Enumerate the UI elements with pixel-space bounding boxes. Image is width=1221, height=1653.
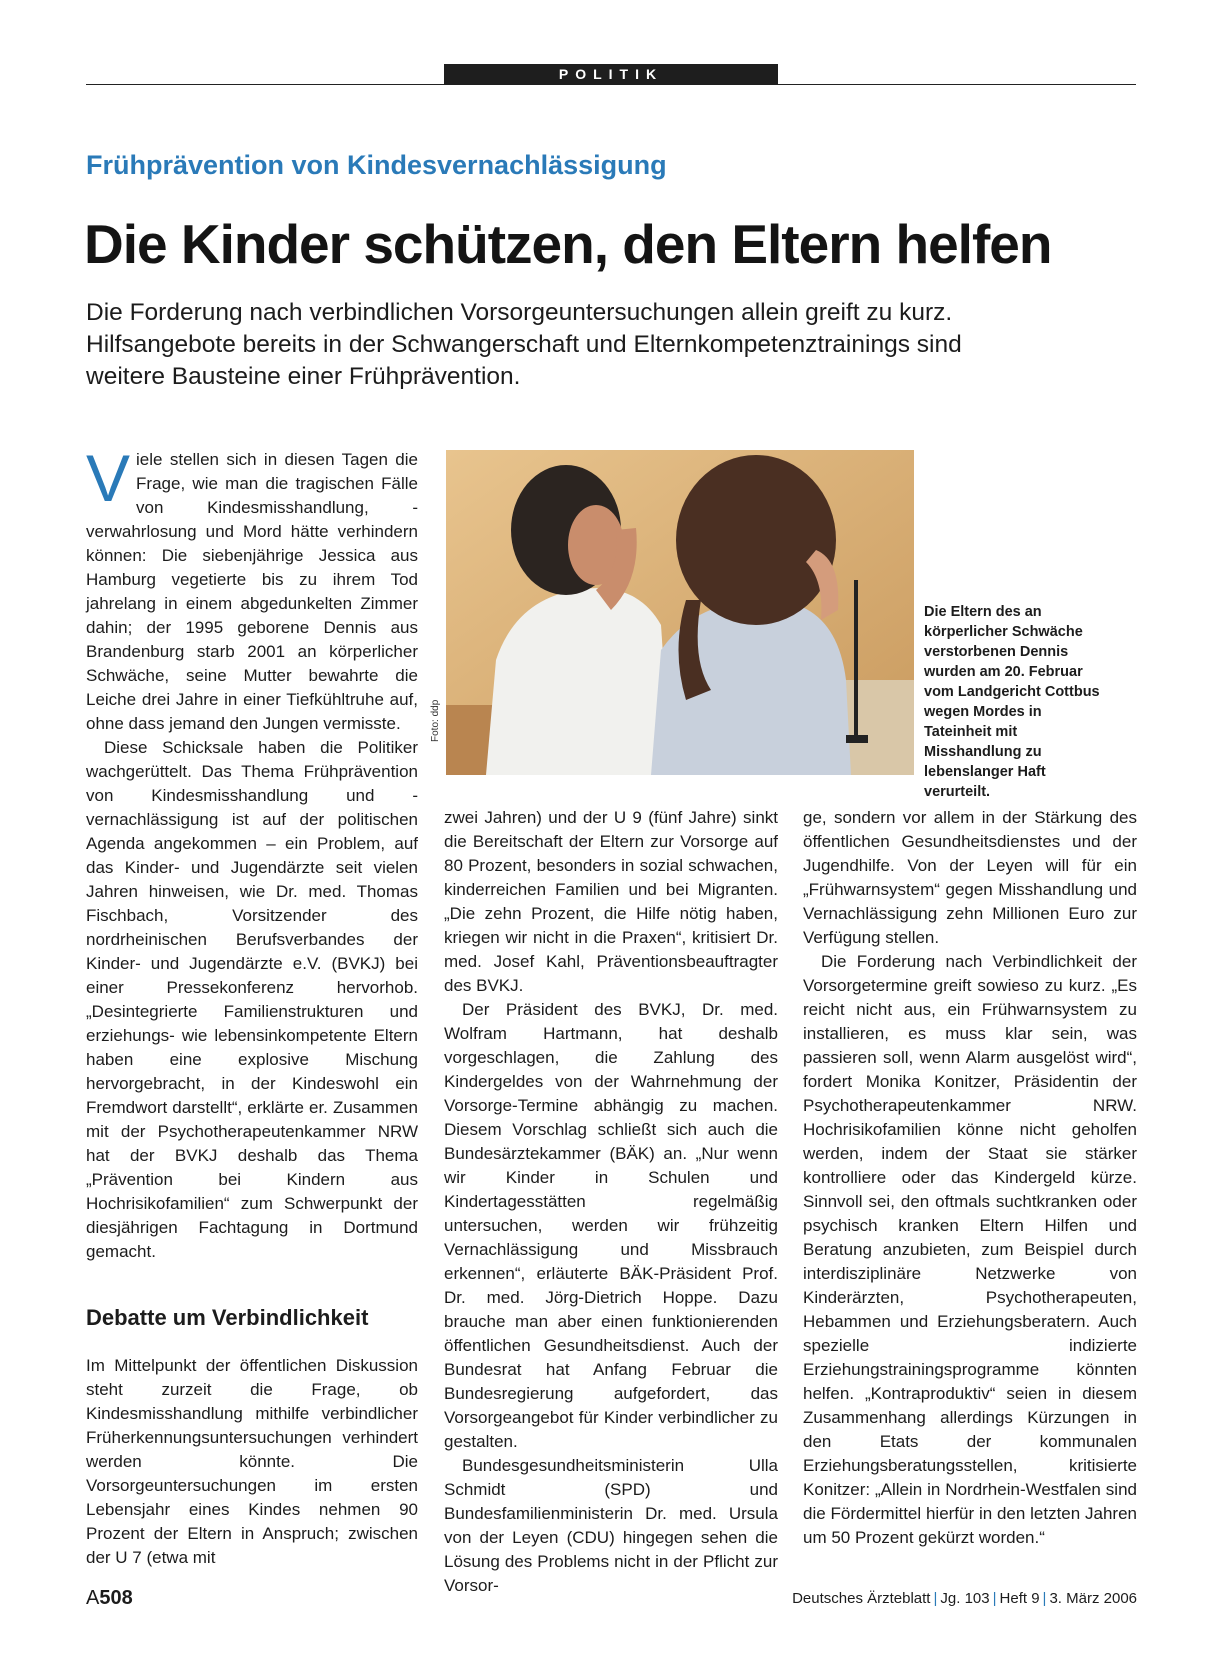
column-2 xyxy=(444,806,778,1598)
journal-name: Deutsches Ärzteblatt xyxy=(792,1590,931,1607)
page-prefix: A xyxy=(86,1587,100,1609)
section-label: POLITIK xyxy=(444,64,778,85)
separator: | xyxy=(992,1590,997,1607)
lead-line-1: Die Forderung nach verbindlichen Vorsorgeuntersuchungen allein greift zu kurz. xyxy=(86,299,953,326)
photo-illustration xyxy=(446,450,914,775)
paragraph: Der Präsident des BVKJ, Dr. med. Wolfram Hartmann, hat deshalb vorgeschlagen, die Zahlung des Kindergeldes von der Wahrnehmung der Vorsorge-Termine abhängig zu machen. Diesem Vorschlag schließt sich auch die Bundesärztekammer (BÄK) an. „Nur wenn wir Kinder in Schulen und Kindertagesstätten regelmäßig untersuchen, werden wir frühzeitig Vernachlässigung und Missbrauch erkennen“, erläuterte BÄK-Präsident Prof. Dr. med. Jörg-Dietrich Hoppe. Dazu brauche man aber einen funktionierenden öffentlichen Gesundheitsdienst. Auch der Bundesrat hat Anfang Februar die Bundesregierung aufgefordert, das Vorsorgeangebot für Kinder verbindlicher zu gestalten. xyxy=(444,1000,778,1451)
paragraph xyxy=(86,441,418,736)
dropcap: V xyxy=(86,441,131,515)
page-number xyxy=(86,1587,133,1610)
column-1-continued xyxy=(86,1354,418,1570)
paragraph: Im Mittelpunkt der öffentlichen Diskussion steht zurzeit die Frage, ob Kindesmisshandlung mithilfe verbindlicher Früherkennungsuntersuchungen verhindert werden könnte. Die Vorsorgeuntersuchungen im ersten Lebensjahr eines Kindes nehmen 90 Prozent der Eltern in Anspruch; zwischen der U 7 (etwa mit xyxy=(86,1356,418,1567)
article-lead xyxy=(86,297,1096,393)
article-kicker: Frühprävention von Kindesvernachlässigung xyxy=(86,150,667,180)
separator: | xyxy=(1042,1590,1047,1607)
journal-info xyxy=(792,1590,1137,1607)
article-photo xyxy=(446,450,914,775)
paragraph: ge, sondern vor allem in der Stärkung des öffentlichen Gesundheitsdienstes und der Jugendhilfe. Von der Leyen will für ein „Frühwarnsystem“ gegen Misshandlung und Vernachlässigung zehn Millionen Euro zur Verfügung stellen. xyxy=(803,808,1137,947)
journal-volume: Jg. 103 xyxy=(940,1590,990,1607)
paragraph: Die Forderung nach Verbindlichkeit der Vorsorgetermine greift sowieso zu kurz. „Es reicht nicht aus, ein Frühwarnsystem zu installieren, es muss klar sein, was passieren soll, wenn Alarm ausgelöst wird“, fordert Monika Konitzer, Präsidentin der Psychotherapeutenkammer NRW. Hochrisikofamilien könne nicht geholfen werden, indem der Staat sie stärker kontrolliere oder das Kindergeld kürze. Sinnvoll sei, den oftmals suchtkranken oder psychisch kranken Eltern Hilfen und Beratung anzubieten, zum Beispiel durch interdisziplinäre Netzwerke von Kinderärzten, Psychotherapeuten, Hebammen und Erziehungsberatern. Auch spezielle indizierte Erziehungstrainingsprogramme könnten helfen. „Kontraproduktiv“ seien in diesem Zusammenhang allerdings Kürzungen in den Etats der kommunalen Erziehungsberatungsstellen, kritisierte Konitzer: „Allein in Nordrhein-Westfalen sind die Fördermittel hierfür in den letzten Jahren um 50 Prozent gekürzt worden.“ xyxy=(803,952,1137,1547)
article-headline: Die Kinder schützen, den Eltern helfen xyxy=(84,213,1052,275)
paragraph: Diese Schicksale haben die Politiker wachgerüttelt. Das Thema Frühprävention von Kindesmisshandlung und -vernachlässigung ist auf der politischen Agenda angekommen – ein Problem, auf das Kinder- und Jugendärzte seit vielen Jahren hinweisen, wie Dr. med. Thomas Fischbach, Vorsitzender des nordrheinischen Berufsverbandes der Kinder- und Jugendärzte e.V. (BVKJ) bei einer Pressekonferenz hervorhob. „Desintegrierte Familienstrukturen und erziehungs- wie lebensinkompetente Eltern haben eine explosive Mischung hervorgebracht, in der Kindeswohl ein Fremdwort darstellt“, erklärte er. Zusammen mit der Psychotherapeutenkammer NRW hat der BVKJ deshalb das Thema „Prävention bei Kindern aus Hochrisikofamilien“ zum Schwerpunkt der diesjährigen Fachtagung in Dortmund gemacht. xyxy=(86,738,418,1261)
column-3 xyxy=(803,806,1137,1550)
paragraph: zwei Jahren) und der U 9 (fünf Jahre) sinkt die Bereitschaft der Eltern zur Vorsorge auf 80 Prozent, besonders in sozial schwachen, kinderreichen Familien und bei Migranten. „Die zehn Prozent, die Hilfe nötig haben, kriegen wir nicht in die Praxen“, kritisiert Dr. med. Josef Kahl, Präventionsbeauftragter des BVKJ. xyxy=(444,808,778,995)
photo-caption: Die Eltern des an körperlicher Schwäche verstorbenen Dennis wurden am 20. Februar vom Landgericht Cottbus wegen Mordes in Tateinheit mit Misshandlung zu lebenslanger Haft verurteilt. xyxy=(924,604,1100,800)
journal-date: 3. März 2006 xyxy=(1049,1590,1137,1607)
journal-issue: Heft 9 xyxy=(999,1590,1040,1607)
lead-line-2: Hilfsangebote bereits in der Schwangerschaft und Elternkompetenztrainings sind xyxy=(86,331,962,358)
page-number-value: 508 xyxy=(99,1587,133,1609)
separator: | xyxy=(933,1590,938,1607)
lead-line-3: weitere Bausteine einer Frühprävention. xyxy=(86,363,521,390)
subheading: Debatte um Verbindlichkeit xyxy=(86,1305,369,1330)
paragraph: Bundesgesundheitsministerin Ulla Schmidt (SPD) und Bundesfamilienministerin Dr. med. Ursula von der Leyen (CDU) hingegen sehen die Lösung des Problems nicht in der Pflicht zur Vorsor- xyxy=(444,1456,778,1595)
column-1 xyxy=(86,441,418,1264)
paragraph-text: iele stellen sich in diesen Tagen die Frage, wie man die tragischen Fälle von Kindesmisshandlung, -verwahrlosung und Mord hätte verhindern können: Die siebenjährige Jessica aus Hamburg vegetierte bis zu ihrem Tod jahrelang in einem abgedunkelten Zimmer dahin; der 1995 geborene Dennis aus Brandenburg starb 2001 an körperlicher Schwäche, seine Mutter bewahrte die Leiche drei Jahre in einer Tiefkühltruhe auf, ohne dass jemand den Jungen vermisste. xyxy=(86,450,418,733)
photo-credit: Foto: ddp xyxy=(430,699,441,742)
